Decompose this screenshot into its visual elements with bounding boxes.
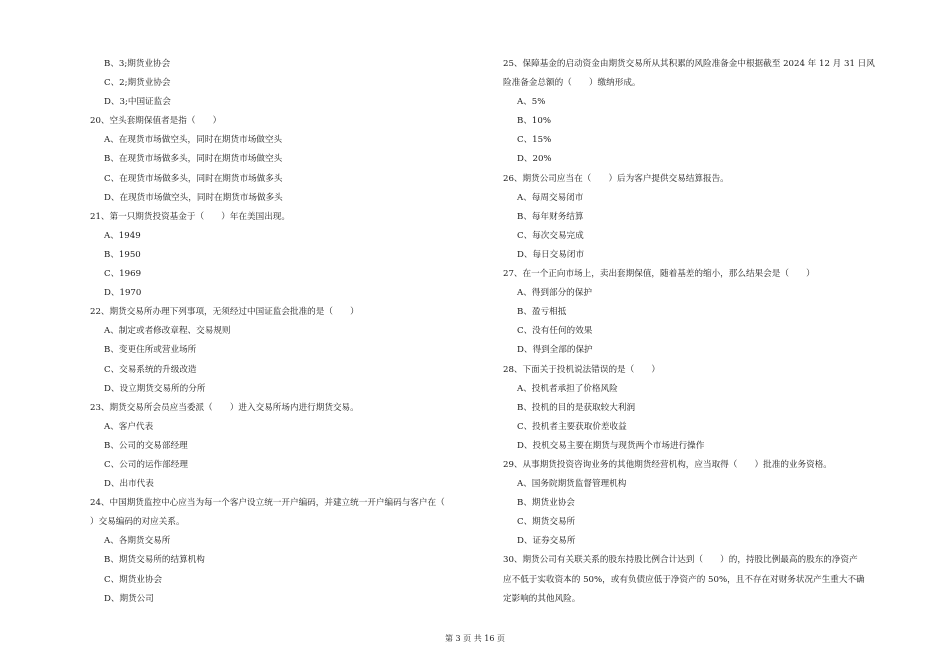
question-text: 30、期货公司有关联关系的股东持股比例合计达到（ ）的，持股比例最高的股东的净资产: [503, 555, 858, 566]
question-text: 20、空头套期保值者是指（ ）: [90, 116, 222, 127]
answer-option: C、公司的运作部经理: [104, 459, 188, 470]
answer-option: C、期货交易所: [517, 517, 576, 528]
question-text: 29、从事期货投资咨询业务的其他期货经营机构，应当取得（ ）批准的业务资格。: [503, 459, 832, 470]
question-text: 23、期货交易所会员应当委派（ ）进入交易所场内进行期货交易。: [90, 402, 359, 413]
question-text: 28、下面关于投机说法错误的是（ ）: [503, 364, 661, 375]
question-text: 险准备金总额的（ ）缴纳形成。: [503, 78, 641, 89]
answer-option: C、1969: [104, 269, 142, 280]
answer-option: A、每周交易闭市: [517, 192, 584, 203]
answer-option: A、制定或者修改章程、交易规则: [104, 326, 231, 337]
answer-option: D、证券交易所: [517, 536, 576, 547]
answer-option: B、3;期货业协会: [104, 59, 171, 69]
answer-option: D、每日交易闭市: [517, 249, 585, 260]
answer-option: D、设立期货交易所的分所: [104, 383, 206, 394]
answer-option: A、客户代表: [104, 421, 154, 432]
question-text: ）交易编码的对应关系。: [90, 517, 185, 528]
answer-option: C、投机者主要获取价差收益: [517, 421, 627, 432]
page-footer: 第 3 页 共 16 页: [445, 634, 505, 643]
answer-option: D、投机交易主要在期货与现货两个市场进行操作: [517, 440, 705, 451]
answer-option: B、盈亏相抵: [517, 307, 567, 318]
answer-option: D、期货公司: [104, 593, 154, 604]
answer-option: D、3;中国证监会: [104, 97, 171, 108]
question-text: 24、中国期货监控中心应当为每一个客户设立统一开户编码，并建立统一开户编码与客户在（: [90, 498, 445, 509]
answer-option: A、国务院期货监督管理机构: [517, 479, 627, 490]
answer-option: C、每次交易完成: [517, 230, 584, 241]
answer-option: C、交易系统的升级改造: [104, 364, 197, 375]
question-text: 27、在一个正向市场上，卖出套期保值，随着基差的缩小，那么结果会是（ ）: [503, 269, 815, 280]
answer-option: D、1970: [104, 288, 142, 299]
answer-option: B、每年财务结算: [517, 211, 584, 222]
right-column: [503, 55, 903, 609]
question-text: 26、期货公司应当在（ ）后为客户提供交易结算报告。: [503, 173, 729, 184]
question-text: 应不低于实收资本的 50%，或有负债应低于净资产的 50%，且不存在对财务状况产生重大不确: [503, 574, 865, 585]
answer-option: D、20%: [517, 154, 552, 165]
answer-option: B、期货业协会: [517, 498, 575, 509]
answer-option: B、期货交易所的结算机构: [104, 555, 205, 566]
answer-option: B、变更住所或营业场所: [104, 345, 197, 356]
answer-option: C、15%: [517, 135, 552, 146]
answer-option: B、公司的交易部经理: [104, 440, 188, 451]
question-text: 定影响的其他风险。: [503, 593, 581, 604]
answer-option: D、在现货市场做空头，同时在期货市场做多头: [104, 192, 283, 203]
answer-option: A、1949: [104, 230, 141, 241]
answer-option: C、2;期货业协会: [104, 78, 171, 89]
answer-option: A、各期货交易所: [104, 536, 171, 547]
answer-option: B、在现货市场做多头，同时在期货市场做空头: [104, 154, 283, 165]
answer-option: A、在现货市场做空头，同时在期货市场做空头: [104, 135, 283, 146]
answer-option: C、没有任何的效果: [517, 326, 593, 337]
answer-option: A、投机者承担了价格风险: [517, 383, 618, 394]
answer-option: A、5%: [517, 97, 546, 108]
answer-option: A、得到部分的保护: [517, 288, 592, 299]
answer-option: B、投机的目的是获取较大利润: [517, 402, 636, 413]
answer-option: B、1950: [104, 249, 141, 260]
answer-option: D、得到全部的保护: [517, 345, 593, 356]
question-text: 21、第一只期货投资基金于（ ）年在美国出现。: [90, 211, 290, 222]
answer-option: C、在现货市场做多头，同时在期货市场做多头: [104, 173, 283, 184]
left-column: [90, 55, 485, 609]
answer-option: B、10%: [517, 116, 552, 127]
question-text: 25、保障基金的启动资金由期货交易所从其积累的风险准备金中根据截至 2024 年 12 月 31 日风: [503, 59, 875, 69]
answer-option: C、期货业协会: [104, 574, 163, 585]
answer-option: D、出市代表: [104, 479, 154, 490]
question-text: 22、期货交易所办理下列事项，无须经过中国证监会批准的是（ ）: [90, 307, 359, 318]
